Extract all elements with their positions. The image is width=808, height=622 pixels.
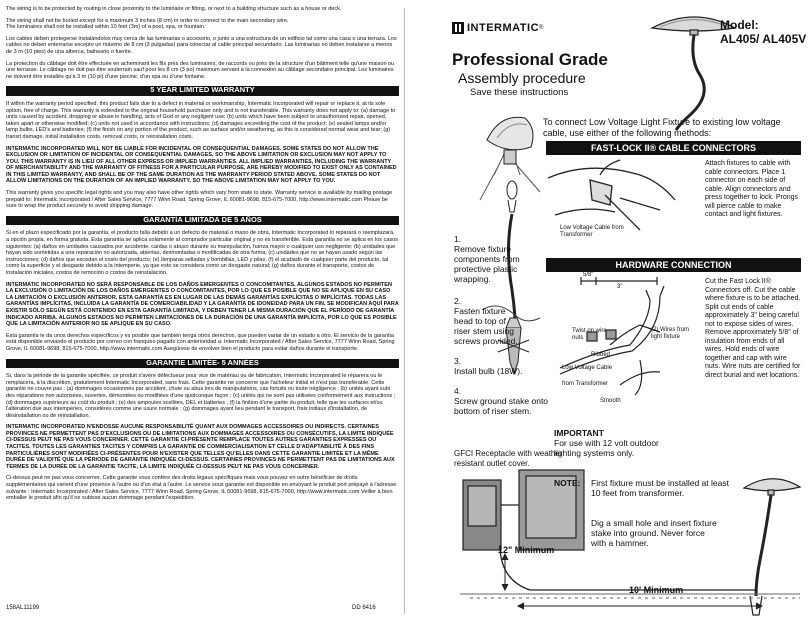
model-label: Model: xyxy=(720,18,759,32)
page-subtitle: Assembly procedure xyxy=(458,70,586,86)
hardwire-desc: Cut the Fast Lock II® Connectors off. Cut the cable where fixture is to be attached. Split cut ends of cable approximately 3" being careful not to expose sides of wires. Remove approximately 5/8" of insulation from ends of all wires. Hold ends of wire together and cap with wire nuts. Wire nuts are certified for direct burial and wet locations. xyxy=(705,278,801,379)
warranty-fr-p2: INTERMATIC INCORPORATED N'ENDOSSE AUCUNE RESPONSABILITÉ QUANT AUX DOMMAGES ACCESSOIRES OU INDIRECTS. CERTAINES PROVINCES NE PERMETTENT PAS D'EXCLUSIONS OU DE LIMITATIONS AUX DOMMAGES ACCESSOIRES OU CONSÉCUTIFS, LA LIMITE INDIQUÉE CI-DESSUS PEUT NE PAS VOUS CONCERNER. CETTE GARANTIE CI-PRÉSENTE REMPLACE TOUTES AUTRES GARANTIES EXPRESSES OU TACITES. TOUTES LES GARANTIES TACITES Y COMPRIS LA GARANTIE DE COMMERCIALISATION ET CELLE D'ADAPTABILITÉ À DES FINS PARTICULIÈRES SONT MODIFIÉES CI-PRÉSENTES POUR N'EXISTER QUE TELLES QU'ELLES DANS CETTE GARANTIE LIMITÉE ET LA MÊME DURÉE DE VALIDITÉ QUE LA PÉRIODE DE GARANTIE INDIQUÉE CI-DESSUS. CERTAINES PROVINCES NE PERMETTENT PAS DE LIMITATIONS AUX TERMES DE LA DURÉE DE LA GARANTIE TACITE, LA LIMITE INDIQUÉE CI-DESSUS PEUT NE PAS VOUS CONCERNER. xyxy=(6,424,395,470)
warranty-es-title: GARANTÍA LIMITADA DE 5 AÑOS xyxy=(6,216,399,226)
step-1 xyxy=(454,234,526,284)
important-block xyxy=(554,428,684,458)
intro-es: Los cables deben protegerse instalándolos muy cerca de las luminarias o accesorio, o junto a una estructura de un edificio tal como una casa o una terraza. Los cables no deben enterrarse excepto un máximo de 8 cm (3 pulgadas) para conectar al cable principal secundario. Las luminarias no deben instalarse a menos de 3 m (10 pies) de una alberca, balneario o fuente. xyxy=(6,35,397,55)
dig-instruction: Dig a small hole and insert fixture stake into ground. Never force with a hammer. xyxy=(591,518,717,548)
intro-en-1: The wiring is to be protected by routing in close proximity to the luminaire or fitting, or next to a building structure such as a house or deck. xyxy=(6,6,342,12)
footer-code: 158AL11199 xyxy=(6,605,40,611)
brand-reg: ® xyxy=(539,25,544,31)
fastlock-cable-label: Low Voltage Cable from Transformer xyxy=(560,225,624,238)
step-4-number: 4. xyxy=(454,386,462,396)
min-12-label: 12" Minimum xyxy=(498,545,555,555)
fastlock-title: FAST-LOCK II® CABLE CONNECTORS xyxy=(546,141,801,155)
save-instructions: Save these instructions xyxy=(470,87,569,98)
lv-cable-label: Low Voltage Cable xyxy=(562,365,613,371)
hardwire-dim-5-8: 5/8" xyxy=(583,272,594,278)
warranty-en-p2: INTERMATIC INCORPORATED WILL NOT BE LIABLE FOR INCIDENTAL OR CONSEQUENTIAL DAMAGES. SOME STATES DO NOT ALLOW THE EXCLUSION OR LIMITATION OF INCIDENTAL OR CONSEQUENTIAL DAMAGES, SO THE ABOVE LIMITATION OR EXCLUSION MAY NOT APPLY TO YOU. THIS WARRANTY IS IN LIEU OF ALL OTHER EXPRESS OR IMPLIED WARRANTIES. ALL IMPLIED WARRANTIES, INCLUDING THE WARRANTY OF MERCHANTABILITY AND THE WARRANTY OF FITNESS FOR A PARTICULAR PURPOSE, ARE HEREBY MODIFIED TO EXIST ONLY AS CONTAINED IN THIS LIMITED WARRANTY, AND SHALL BE OF THE SAME DURATION AS THE WARRANTY PERIOD STATED ABOVE. SOME STATES DO NOT ALLOW LIMITATIONS ON THE DURATION OF AN IMPLIED WARRANTY, SO THE ABOVE LIMITATION MAY NOT APPLY TO YOU. xyxy=(6,145,397,185)
warranty-en-p1: If within the warranty period specified, this product fails due to a defect in material or workmanship, Intermatic Incorporated will repair or replace it, at its sole option, free of charge. This warranty is extended to the original household purchaser only and is not transferable. This warranty does not apply to: (a) damage to units caused by accident, dropping or abuse in handling, acts of God or any negligent use; (b) units which have been subject to unauthorized repair, opened, taken apart or otherwise modified; (c) units not used in accordance with instructions; (d) damages exceeding the cost of the product; (e) sealed lamps and/or lamp bulbs, LED's and batteries; (f) the finish on any portion of the product, such as surface and/or weathering, as this is considered normal wear and tear; (g) transit damage, initial installation costs, removal costs, or reinstallation costs. xyxy=(6,100,396,140)
step-3-text: Install bulb (18W). xyxy=(454,366,523,376)
twist-label: Twist on wire nuts xyxy=(572,328,607,341)
warranty-es-p1: Si en el plazo especificado por la garantía, el producto falla debido a un defecto de material o mano de obra, Intermatic Incorporated lo reparará o reemplazará, a opción propia, en forma gratuita. Esta garantía se aplica solamente al comprador particular original y no es transferible. Esta garantía no se aplica en los casos siguientes: (a) daños en unidades causados por accidente, caídas o abuso durante su manipulación, fuerza mayor o cualquier uso negligente; (b) unidades que hayan sido sometidas a una reparación no autorizada, abiertas, desmontadas o modificadas de otra forma; (c) unidades que no se hayan usado según las instrucciones; (d) daños que excedan el costo del producto; (e) lámparas selladas y bombillas, LED y pilas; (f) el acabado de cualquier parte del producto, tal como la superficie y el desgaste debido a la intemperie, ya que esto se considera como un desgaste natural; (g) daños durante el transporte, costos de instalación iniciales, costos de remoción o costos de reinstalación. xyxy=(6,230,398,276)
footer-dd: DD 6416 xyxy=(352,605,376,611)
wires-label: (2) Wires from light fixture xyxy=(651,327,689,340)
step-2 xyxy=(454,296,524,346)
warranty-en-p3: This warranty gives you specific legal rights and you may also have other rights which vary from state to state. Warranty service is available by mailing postage prepaid to: Intermatic Incorporated / After Sales Service, 7777 Winn Road, Spring Grove, IL 60081-9698, 815-675-7000, http://www.intermatic.com Please be sure to wrap the product securely to avoid shipping damage. xyxy=(6,190,393,210)
dimension-arrows xyxy=(502,554,762,609)
intro-en-2: The wiring shall not be buried except for a maximum 3 inches (8 cm) in order to connect to the main secondary wire. xyxy=(6,17,289,24)
hardwire-title: HARDWARE CONNECTION xyxy=(546,258,801,272)
warranty-fr-p1: Si, dans la période de la garantie spécifiée, ce produit s'avère défectueux pour vice de matériau ou de fabrication, Intermatic Incorporated le réparera ou le remplacera, à la discrétion, gratuitement Intermatic Incorporated, sans frais. Cette garantie ne concerne que l'acheteur initial et n'est pas transférable. Cette garantie ne couvre pas : (a) dommages occasionnés par accident, chute ou abus lors de manipulations, cas fortuits ou toute négligence ; (b) unités ayant subi des réparations non autorisées, ouvertes, démontées ou modifiées d'une quelconque façon ; (c) unités qui ne sont pas utilisées conformément aux instructions ; (d) dommages supérieurs au coût du produit ; (e) des ampoules scellées, DEL et batteries ; (f) la finition d'une partie du produit, telle que les surfaces et/ou l'altération due aux intempéries, considérés comme une usure normale ; (g) dommages ayant lieu pendant le transport, frais initiaux d'installation, de désinstallation ou de réinstallation. xyxy=(6,373,396,419)
hardwire-dim-3: 3" xyxy=(617,284,623,290)
gfci-label: GFCI Receptacle with weather resistant outlet cover. xyxy=(454,449,563,468)
from-transformer-label: from Transformer xyxy=(562,381,609,387)
intro-en-3: The luminaires shall not be installed within 10 feet (3m) of a pool, spa, or fountain. xyxy=(6,24,206,31)
model-numbers: AL405/ AL405V xyxy=(720,32,807,46)
warranty-en-title: 5 YEAR LIMITED WARRANTY xyxy=(6,86,399,96)
intermatic-logo-icon xyxy=(452,22,464,34)
fixture-bottom-right-illustration xyxy=(744,479,800,615)
fastlock-illustration xyxy=(548,160,675,230)
step-3 xyxy=(454,356,534,376)
brand-name: INTERMATIC xyxy=(467,22,540,34)
step-4 xyxy=(454,386,549,416)
warranty-es-p2: INTERMATIC INCORPORATED NO SERÁ RESPONSABLE DE LOS DAÑOS EMERGENTES O CONCOMITANTES. ALGUNOS ESTADOS NO PERMITEN LA EXCLUSIÓN O LIMITACIÓN DE LOS DAÑOS EMERGENTES O CONCOMITANTES, POR LO QUE ES POSIBLE QUE NO SE APLIQUE EN SU CASO LA LIMITACIÓN O EXCLUSIÓN ANTERIOR. ESTA GARANTÍA ES EN LUGAR DE LAS DEMÁS GARANTÍAS EXPLÍCITAS O IMPLÍCITAS. TODAS LAS GARANTÍAS IMPLÍCITAS, INCLUIDA LA GARANTÍA DE COMERCIABILIDAD Y LA GARANTÍA DE IDONEIDAD PARA UN FIN, SE MODIFICAN AQUÍ PARA EXISTIR SÓLO SEGÚN ESTÁ CONTENIDO EN ESTA GARANTÍA LIMITADA, Y DEBEN TENER LA MISMA DURACIÓN QUE EL PERÍODO DE GARANTÍA INDICADO ARRIBA. ALGUNOS ESTADOS NO PERMITEN LIMITACIONES DE LA DURACIÓN DE UNA GARANTÍA IMPLÍCITA, POR LO QUE ES POSIBLE QUE LA LIMITACIÓN ANTERIOR NO SE APLIQUE EN SU CASO. xyxy=(6,281,399,328)
important-text: For use with 12 volt outdoor lighting systems only. xyxy=(554,438,659,458)
warranty-fr-title: GARANTIE LIMITÉE- 5 ANNÉES xyxy=(6,359,399,369)
step-2-text: Fasten fixture head to top of riser stem using screws provided. xyxy=(454,306,518,346)
min-10-label: 10' Minimum xyxy=(629,585,684,595)
ribbed-label: Ribbed xyxy=(591,352,611,358)
model-block xyxy=(720,18,806,46)
warranty-fr-p3: Ci-dessus peut ne pas vous concerner. Cette garantie vous confère des droits légaux spécifiques mais vous pouvez en outre bénéficier de droits supplémentaires qui varient d'une province à l'autre ou d'un état à l'autre. Le service sous garantie est disponible en envoyant le produit port prépayé à l'adresse suivante : Intermatic Incorporated / After Sales Service, 7777 Winn Road, Spring Grove, IL 60081-9698, 815-675-7000, http://www.intermatic.com Veiller à bien emballer le produit afin qu'il ne subisse aucun dommage pendant l'expédition. xyxy=(6,475,397,502)
step-4-text: Screw ground stake onto bottom of riser stem. xyxy=(454,396,549,416)
smooth-label: Smooth xyxy=(600,398,621,404)
page-title: Professional Grade xyxy=(452,50,608,69)
step-3-number: 3. xyxy=(454,356,462,366)
step-2-number: 2. xyxy=(454,296,462,306)
note-text: First fixture must be installed at least 10 feet from transformer. xyxy=(591,478,729,498)
warranty-es-p3: Esta garantía le da unos derechos específicos y es posible que también tenga otros derechos, que pueden variar de un estado a otro. El servicio de la garantía está disponible enviando el producto por correo con franqueo pagado con anterioridad a: Intermatic Incorporated / After Sales Service, 7777 Winn Road, Spring Grove, IL 60081-9698, 815-675-7000, http://www.intermatic.com Asegúrese de envolver bien el producto para evitar daños durante el transporte. xyxy=(6,332,395,352)
intro-fr: La protection du câblage doit être effectuée en acheminant les fils près des luminaires, de raccords ou près de la structure d'un bâtiment telle qu'une maison ou une terrasse. Le câblage ne doit pas être souterrain sauf pour les 8 cm (3 po) maximum servant à la connexion au câblage secondaire principal. Les luminaires ne doivent être installés qu'à 3 m (10 pi) d'une piscine, d'un spa ou d'une fontaine. xyxy=(6,60,395,80)
step-1-number: 1. xyxy=(454,234,462,244)
fastlock-desc: Attach fixtures to cable with cable connectors. Place 1 connector on each side of cable. Align connectors and press together to lock. Prongs will pierce cable to make contact and light fixtures. xyxy=(705,160,798,218)
connect-intro: To connect Low Voltage Light Fixture to existing low voltage cable, use either of the following methods: xyxy=(543,117,781,138)
note-label: NOTE: xyxy=(554,478,581,488)
step-1-text: Remove fixture components from protective plastic wrapping. xyxy=(454,244,520,284)
brand-logo xyxy=(452,22,543,34)
important-title: IMPORTANT xyxy=(554,428,604,438)
